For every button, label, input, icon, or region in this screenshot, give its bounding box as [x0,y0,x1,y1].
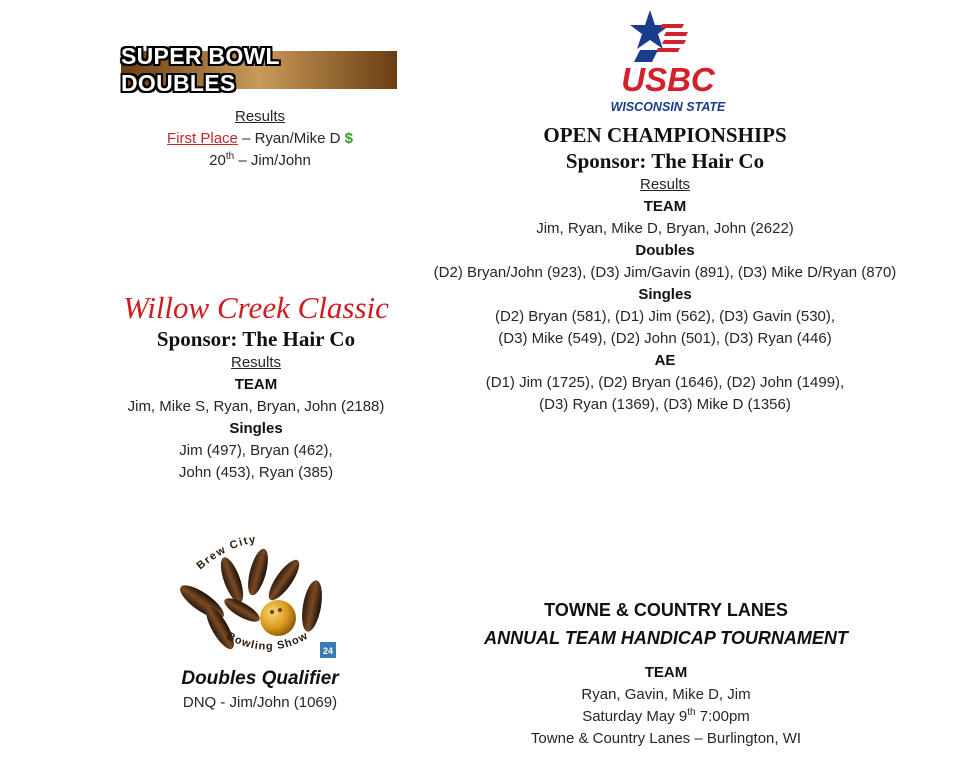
towne-country [440,596,892,750]
bowling-ball-icon [260,600,296,636]
towne-date [440,706,892,728]
open-ae-line1: (D1) Jim (1725), (D2) Bryan (1646), (D2) John (1499), [485,374,845,391]
open-results-label: Results [639,176,691,193]
super-bowl-results [120,106,400,172]
first-place-text: – Ryan/Mike D [237,130,345,147]
open-ae-label: AE [654,352,676,369]
super-bowl-twentieth [120,150,400,172]
svg-text:Bowling Show [225,630,311,653]
open-championships-title: OPEN CHAMPIONSHIPS [543,123,787,147]
willow-singles-line2: John (453), Ryan (385) [178,464,334,481]
badge-text: 24 [322,646,334,656]
open-ae-line2: (D3) Ryan (1369), (D3) Mike D (1356) [539,396,791,413]
brew-logo-top-text: Brew City [194,533,258,573]
open-singles-label: Singles [638,286,692,303]
twentieth-text: – Jim/John [234,152,311,169]
brew-logo-bottom-text: Bowling Show [224,629,311,653]
doubles-qualifier [140,666,380,714]
open-championships-sponsor: Sponsor: The Hair Co [565,149,765,173]
towne-country-title: TOWNE & COUNTRY LANES [544,600,788,620]
open-team-label: TEAM [643,198,687,215]
open-championships [408,122,922,416]
willow-results-label: Results [230,354,282,371]
super-bowl-doubles-banner [121,43,397,96]
willow-singles-label: Singles [229,420,283,437]
willow-sponsor: Sponsor: The Hair Co [156,327,356,351]
dollar-icon: $ [344,130,353,147]
towne-time: 7:00pm [695,708,750,725]
open-doubles-label: Doubles [635,242,695,259]
willow-team-label: TEAM [234,376,278,393]
willow-team: Jim, Mike S, Ryan, Bryan, John (2188) [127,398,385,415]
open-team: Jim, Ryan, Mike D, Bryan, John (2622) [536,220,794,237]
doubles-qualifier-result: DNQ - Jim/John (1069) [182,694,338,711]
open-singles-line2: (D3) Mike (549), (D2) John (501), (D3) Ryan (446) [498,330,832,347]
willow-title: Willow Creek Classic [123,290,389,325]
super-bowl-first-place [120,128,400,150]
usbc-logo-text: USBC [621,61,715,98]
brew-city-bowling-show-logo [172,530,340,662]
open-doubles: (D2) Bryan/John (923), (D3) Jim/Gavin (891), (D3) Mike D/Ryan (870) [433,264,897,281]
twentieth-number: 20 [209,152,226,169]
usbc-logo-sub: WISCONSIN STATE [610,100,726,114]
super-bowl-results-label: Results [234,108,286,125]
towne-team-label: TEAM [644,664,688,681]
twentieth-suffix: th [225,151,235,162]
towne-team: Ryan, Gavin, Mike D, Jim [581,686,751,703]
willow-singles-line1: Jim (497), Bryan (462), [179,442,333,459]
towne-date-text: Saturday May 9 [582,708,688,725]
towne-location: Towne & Country Lanes – Burlington, WI [530,730,802,747]
open-singles-line1: (D2) Bryan (581), (D1) Jim (562), (D3) Gavin (530), [494,308,836,325]
first-place-link[interactable]: First Place [167,130,238,147]
usbc-logo [592,8,744,116]
towne-date-suffix: th [687,707,696,718]
towne-country-subtitle: ANNUAL TEAM HANDICAP TOURNAMENT [484,628,848,648]
super-bowl-banner-text: SUPER BOWL DOUBLES [121,43,280,96]
willow-creek-classic [100,290,412,484]
doubles-qualifier-title: Doubles Qualifier [181,668,339,689]
